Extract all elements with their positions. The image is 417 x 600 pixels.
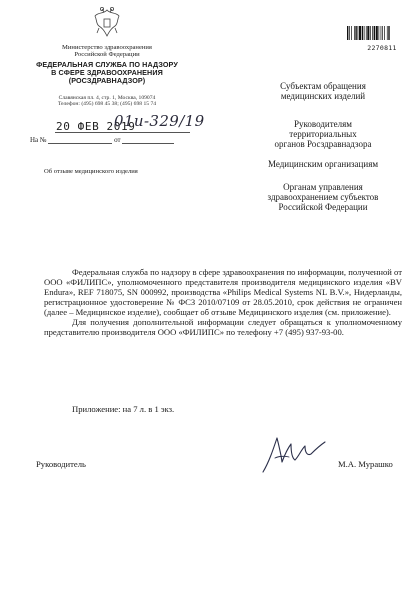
signatory-name: М.А. Мурашко <box>338 459 393 469</box>
recipient-2-line-2: территориальных <box>289 129 357 140</box>
recipient-3 <box>238 159 408 169</box>
letter-subject: Об отзыве медицинского изделия <box>44 168 138 175</box>
registration-number: 01и-329/19 <box>114 112 205 130</box>
recipient-2-line-3: органов Росздравнадзора <box>274 139 372 150</box>
recipient-2 <box>238 119 408 149</box>
recipient-1 <box>238 81 408 101</box>
recipient-4-line-2: здравоохранением субъектов <box>267 192 379 203</box>
barcode-number: 2270811 <box>367 44 397 52</box>
agency-line-2: В СФЕРЕ ЗДРАВООХРАНЕНИЯ <box>51 68 163 78</box>
recipient-4 <box>238 182 408 212</box>
letter-body <box>44 268 402 338</box>
recipient-1-line-1: Субъектам обращения <box>280 81 366 91</box>
registration-date-stamp: 20 ФЕВ 2019 <box>56 120 136 133</box>
sender-address <box>22 95 192 108</box>
reference-line <box>30 136 174 144</box>
agency-name <box>22 61 192 85</box>
reference-from-label: от <box>114 136 121 144</box>
recipient-4-line-1: Органам управления <box>283 182 363 192</box>
recipient-3-line-1: Медицинским организациям <box>267 159 379 169</box>
recipient-2-line-1: Руководителям <box>294 119 352 129</box>
body-paragraph-1: Федеральная служба по надзору в сфере здравоохранения по информации, полученной от ООО «ФИЛИПС», уполномоченного представителя производителя медицинского изделия «BV Endura», REF 718075, SN 000992, производства «Philips Medical Systems NL B.V.», Нидерланды, регистрационное удостоверение № ФСЗ 2010/07109 от 28.05.2010, срок действия не ограничен (далее – Медицинское изделие), сообщает об отзыве Медицинского изделия (см. приложение). <box>44 267 402 317</box>
signatory-position: Руководитель <box>36 459 86 469</box>
recipient-1-line-2: медицинских изделий <box>280 91 366 102</box>
ministry-line-1: Министерство здравоохранения <box>62 44 152 51</box>
agency-line-1: ФЕДЕРАЛЬНАЯ СЛУЖБА ПО НАДЗОРУ <box>36 60 178 69</box>
reference-date-blank <box>122 143 174 144</box>
body-paragraph-2: Для получения дополнительной информации следует обращаться к уполномоченному представителю производителя ООО «ФИЛИПС» по телефону +7 (495) 937-93-00. <box>44 316 402 337</box>
registration-underline <box>55 132 190 133</box>
address-line-2: Телефон: (495) 698 45 38; (495) 698 15 74 <box>57 101 157 108</box>
reference-number-blank <box>48 143 112 144</box>
address-line-1: Славянская пл. 4, стр. 1, Москва, 109074 <box>58 95 156 101</box>
handwritten-signature-icon <box>255 432 330 477</box>
barcode-icon <box>347 26 407 40</box>
agency-line-3: (РОСЗДРАВНАДЗОР) <box>68 76 146 86</box>
attachment-note: Приложение: на 7 л. в 1 экз. <box>72 404 175 414</box>
ministry-line-2: Российской Федерации <box>74 51 140 59</box>
recipient-4-line-3: Российской Федерации <box>278 202 368 213</box>
ministry-name <box>22 44 192 59</box>
reference-prefix: На № <box>30 136 47 144</box>
coat-of-arms-icon <box>92 6 122 40</box>
